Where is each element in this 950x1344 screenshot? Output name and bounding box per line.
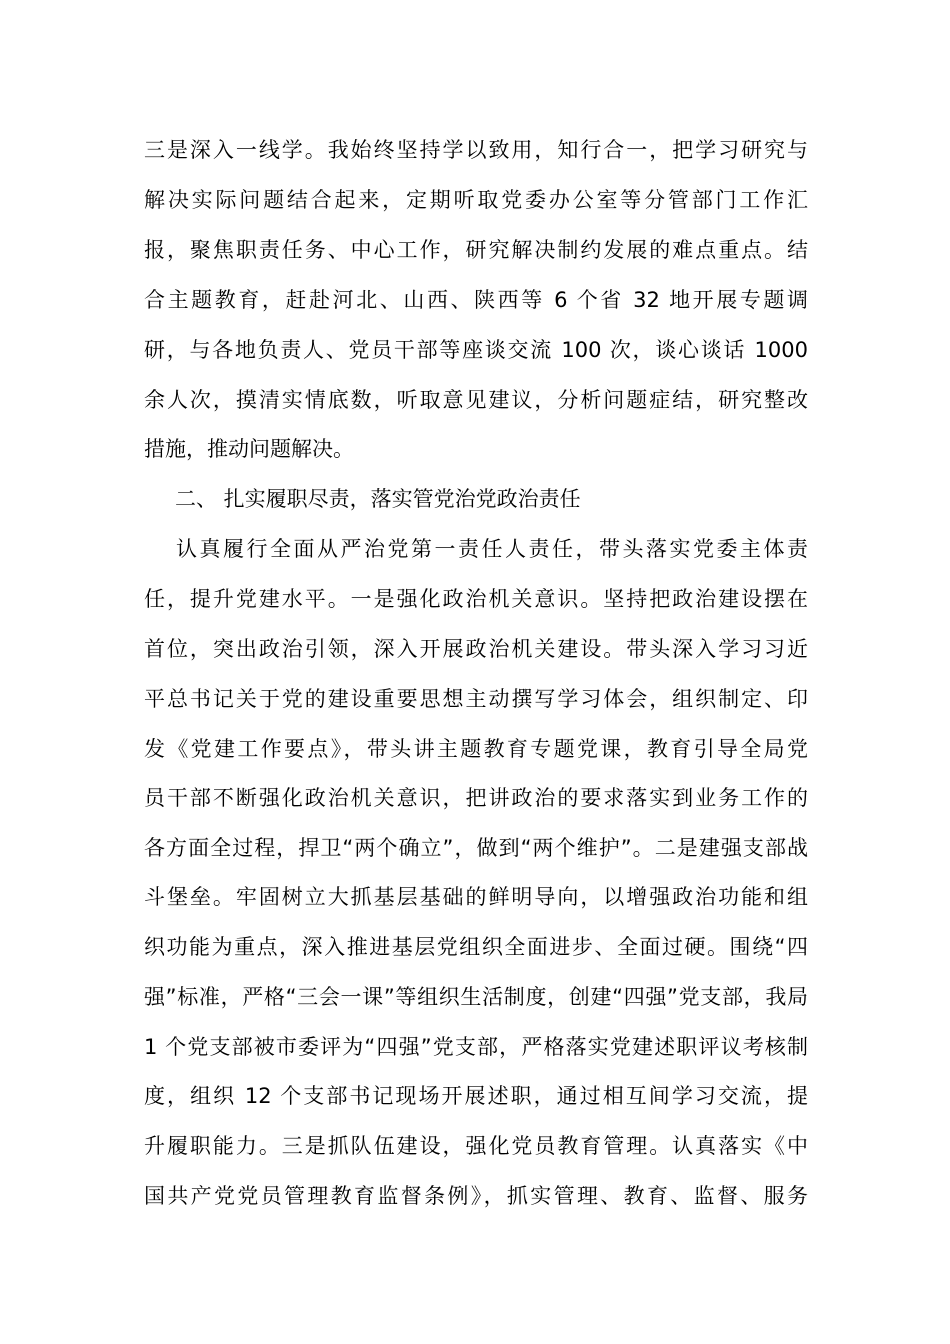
- paragraph-line-20: 度，组织 12 个支部书记现场开展述职，通过相互间学习交流，提: [144, 1084, 808, 1108]
- paragraph-line-22: 国共产党党员管理教育监督条例》，抓实管理、教育、监督、服务: [144, 1184, 808, 1208]
- paragraph-line-14: 员干部不断强化政治机关意识，把讲政治的要求落实到业务工作的: [144, 786, 808, 810]
- paragraph-line-16: 斗堡垒。牢固树立大抓基层基础的鲜明导向，以增强政治功能和组: [144, 885, 808, 909]
- paragraph-line-7: 措施，推动问题解决。: [144, 437, 354, 461]
- paragraph-line-13: 发《党建工作要点》，带头讲主题教育专题党课，教育引导全局党: [144, 737, 808, 761]
- paragraph-line-11: 首位，突出政治引领，深入开展政治机关建设。带头深入学习习近: [144, 637, 808, 661]
- paragraph-line-17: 织功能为重点，深入推进基层党组织全面进步、全面过硬。围绕“四: [144, 935, 808, 959]
- paragraph-line-9: 认真履行全面从严治党第一责任人责任，带头落实党委主体责: [176, 537, 808, 561]
- paragraph-line-18: 强”标准，严格“三会一课”等组织生活制度，创建“四强”党支部，我局: [144, 985, 808, 1009]
- paragraph-line-3: 报，聚焦职责任务、中心工作，研究解决制约发展的难点重点。结: [144, 238, 808, 262]
- paragraph-line-4: 合主题教育，赶赴河北、山西、陕西等 6 个省 32 地开展专题调: [144, 288, 808, 312]
- paragraph-line-5: 研，与各地负责人、党员干部等座谈交流 100 次，谈心谈话 1000: [144, 338, 808, 362]
- paragraph-line-1: 三是深入一线学。我始终坚持学以致用，知行合一，把学习研究与: [144, 138, 808, 162]
- paragraph-line-15: 各方面全过程，捍卫“两个确立”，做到“两个维护”。二是建强支部战: [144, 836, 808, 860]
- paragraph-line-21: 升履职能力。三是抓队伍建设，强化党员教育管理。认真落实《中: [144, 1134, 808, 1158]
- section-heading: 二、 扎实履职尽责，落实管党治党政治责任: [175, 487, 581, 511]
- paragraph-line-19: 1 个党支部被市委评为“四强”党支部，严格落实党建述职评议考核制: [144, 1035, 808, 1059]
- paragraph-line-10: 任，提升党建水平。一是强化政治机关意识。坚持把政治建设摆在: [144, 587, 808, 611]
- paragraph-line-6: 余人次，摸清实情底数，听取意见建议，分析问题症结，研究整改: [144, 388, 808, 412]
- paragraph-line-2: 解决实际问题结合起来，定期听取党委办公室等分管部门工作汇: [144, 188, 808, 212]
- paragraph-line-12: 平总书记关于党的建设重要思想主动撰写学习体会，组织制定、印: [144, 687, 808, 711]
